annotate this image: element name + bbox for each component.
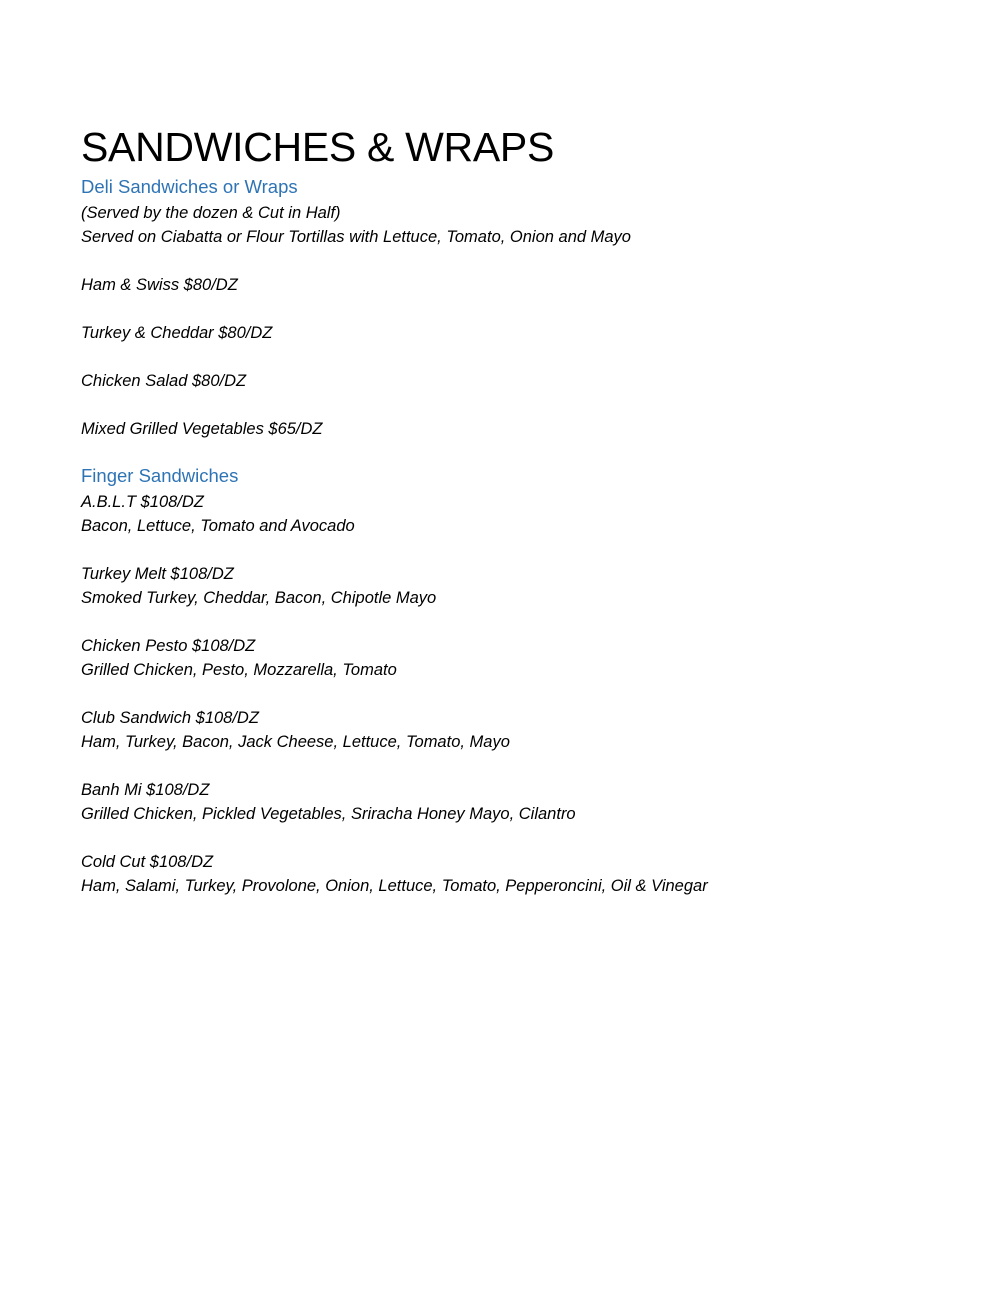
finger-item-desc: Grilled Chicken, Pesto, Mozzarella, Tomato — [81, 661, 397, 679]
finger-item-name: Club Sandwich $108/DZ — [81, 709, 259, 727]
deli-item-chicken-salad: Chicken Salad $80/DZ — [81, 372, 247, 390]
deli-item-ham-swiss: Ham & Swiss $80/DZ — [81, 276, 238, 294]
deli-serving-note: (Served by the dozen & Cut in Half) — [81, 204, 341, 222]
finger-item-desc: Ham, Salami, Turkey, Provolone, Onion, Lettuce, Tomato, Pepperoncini, Oil & Vinegar — [81, 877, 708, 895]
finger-item-name: Banh Mi $108/DZ — [81, 781, 210, 799]
finger-item-name: Cold Cut $108/DZ — [81, 853, 214, 871]
finger-item-name: A.B.L.T $108/DZ — [81, 493, 204, 511]
finger-item-desc: Smoked Turkey, Cheddar, Bacon, Chipotle Mayo — [81, 589, 437, 607]
finger-item-desc: Ham, Turkey, Bacon, Jack Cheese, Lettuce, Tomato, Mayo — [81, 733, 510, 751]
deli-item-grilled-vegetables: Mixed Grilled Vegetables $65/DZ — [81, 420, 323, 438]
deli-bread-note: Served on Ciabatta or Flour Tortillas with Lettuce, Tomato, Onion and Mayo — [81, 228, 631, 246]
finger-section-heading: Finger Sandwiches — [81, 465, 239, 486]
finger-item-name: Turkey Melt $108/DZ — [81, 565, 234, 583]
deli-section-heading: Deli Sandwiches or Wraps — [81, 176, 298, 197]
finger-item-name: Chicken Pesto $108/DZ — [81, 637, 256, 655]
deli-item-turkey-cheddar: Turkey & Cheddar $80/DZ — [81, 324, 273, 342]
finger-item-desc: Grilled Chicken, Pickled Vegetables, Sriracha Honey Mayo, Cilantro — [81, 805, 576, 823]
finger-item-desc: Bacon, Lettuce, Tomato and Avocado — [81, 517, 355, 535]
page-title: SANDWICHES & WRAPS — [81, 124, 554, 170]
